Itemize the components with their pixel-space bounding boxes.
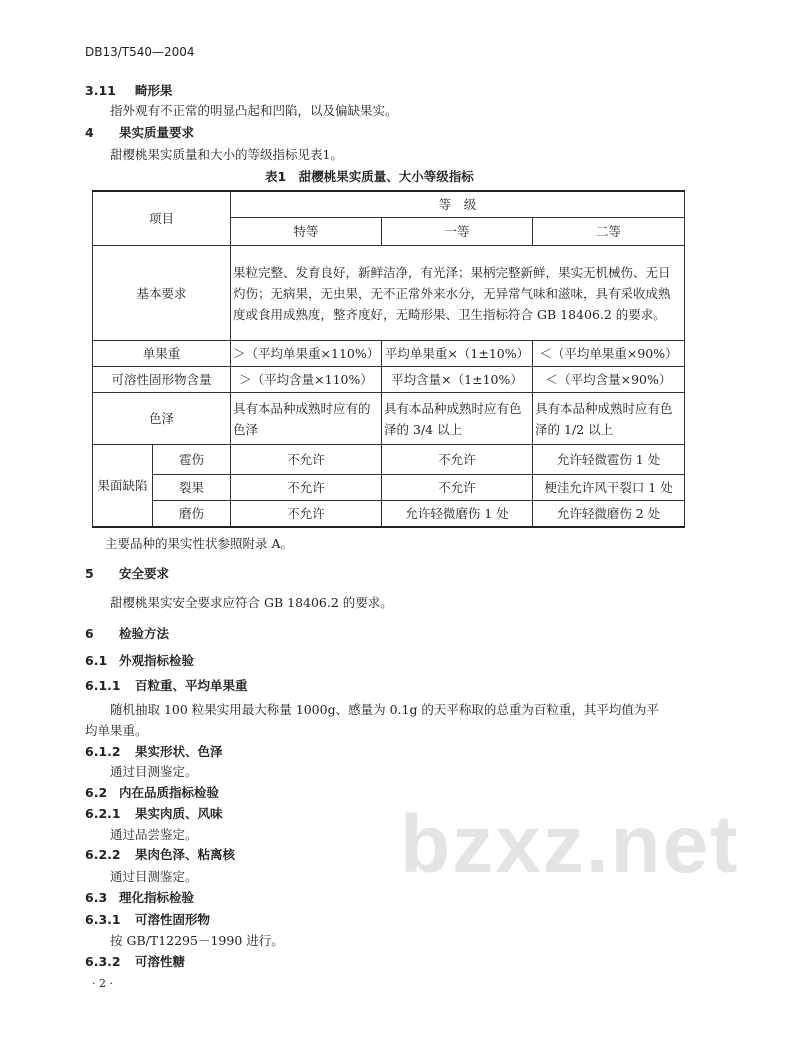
paragraph: 指外观有不正常的明显凸起和凹陷，以及偏缺果实。: [110, 103, 398, 118]
watermark: bzxz.net: [400, 799, 740, 890]
paragraph: 通过目测鉴定。: [110, 764, 198, 779]
basic-text: 果粒完整、发育良好，新鲜洁净，有光泽；果柄完整新鲜，果实无机械伤、无日灼伤；无病果，无虫果，无不正常外来水分，无异常气味和滋味，具有采收成熟度或食用成熟度，整齐度好，无畸形果、卫生指标符合 GB 18406.2 的要求。: [231, 246, 685, 341]
heading-6-1-1: 6.1.1 百粒重、平均单果重: [85, 678, 248, 693]
header-grade-1: 一等: [382, 218, 533, 246]
paragraph: 甜樱桃果实安全要求应符合 GB 18406.2 的要求。: [110, 595, 393, 610]
heading-5: 5 安全要求: [85, 566, 170, 581]
table-row: 裂果 不允许 不允许 梗洼允许风干裂口 1 处: [93, 475, 685, 501]
heading-6-3-1: 6.3.1 可溶性固形物: [85, 912, 211, 927]
basic-label: 基本要求: [93, 246, 231, 341]
table-title: 表1 甜樱桃果实质量、大小等级指标: [265, 169, 474, 184]
doc-code: DB13/T540—2004: [85, 45, 195, 59]
heading-4: 4 果实质量要求: [85, 125, 195, 140]
paragraph: 按 GB/T12295－1990 进行。: [110, 933, 284, 948]
heading-6-1-2: 6.1.2 果实形状、色泽: [85, 744, 223, 759]
heading-6-2-2: 6.2.2 果肉色泽、粘离核: [85, 847, 236, 862]
table-row: 色泽 具有本品种成熟时应有的色泽 具有本品种成熟时应有色泽的 3/4 以上 具有本品种成熟时应有色泽的 1/2 以上: [93, 393, 685, 445]
table-note: 主要品种的果实性状参照附录 A。: [105, 536, 294, 551]
paragraph: 通过目测鉴定。: [110, 869, 198, 884]
content-flow: [85, 190, 705, 992]
paragraph: 甜樱桃果实质量和大小的等级指标见表1。: [110, 147, 343, 162]
heading-6-2-1: 6.2.1 果实肉质、风味: [85, 806, 223, 821]
header-grade: 等 级: [231, 191, 685, 218]
heading-6-3: 6.3 理化指标检验: [85, 890, 195, 905]
header-grade-0: 特等: [231, 218, 382, 246]
heading-6-1: 6.1 外观指标检验: [85, 653, 195, 668]
defect-group: 果面缺陷: [93, 445, 153, 528]
heading-6: 6 检验方法: [85, 626, 170, 641]
paragraph: 通过品尝鉴定。: [110, 827, 198, 842]
table-row: 磨伤 不允许 允许轻微磨伤 1 处 允许轻微磨伤 2 处: [93, 501, 685, 528]
page-number: · 2 ·: [92, 977, 113, 990]
table-row: 果面缺陷 雹伤 不允许 不允许 允许轻微雹伤 1 处: [93, 445, 685, 475]
header-grade-2: 二等: [533, 218, 685, 246]
heading-6-2: 6.2 内在品质指标检验: [85, 785, 220, 800]
paragraph: 均单果重。: [85, 723, 148, 738]
heading-6-3-2: 6.3.2 可溶性糖: [85, 954, 186, 969]
grade-table: [92, 190, 685, 528]
header-item: 项目: [93, 191, 231, 246]
paragraph: 随机抽取 100 粒果实用最大称量 1000g、感量为 0.1g 的天平称取的总重为百粒重，其平均值为平: [110, 702, 659, 717]
heading-3-11: 3.11 畸形果: [85, 83, 173, 98]
table-row: 可溶性固形物含量 ＞（平均含量×110%） 平均含量×（1±10%） ＜（平均含量×90%）: [93, 367, 685, 393]
table-row: 单果重 ＞（平均单果重×110%） 平均单果重×（1±10%） ＜（平均单果重×90%）: [93, 341, 685, 367]
